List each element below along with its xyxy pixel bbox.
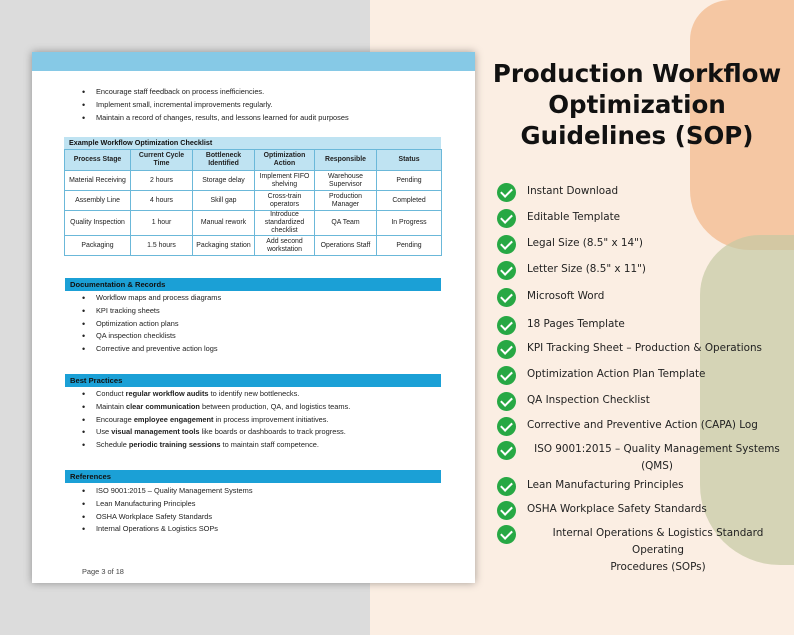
list-item: • Corrective and preventive action logs <box>82 343 221 356</box>
list-item: • Conduct regular workflow audits to identify new bottlenecks. <box>82 388 350 401</box>
product-title <box>480 58 794 151</box>
page-number: Page 3 of 18 <box>82 567 124 576</box>
list-item: • OSHA Workplace Safety Standards <box>82 511 253 524</box>
table-cell: Introduce standardized checklist <box>255 211 315 236</box>
check-icon <box>497 366 516 385</box>
list-item: • ISO 9001:2015 – Quality Management Systems <box>82 485 253 498</box>
documentation-heading: Documentation & Records <box>65 278 441 291</box>
check-icon <box>497 392 516 411</box>
table-cell: Warehouse Supervisor <box>315 171 377 191</box>
table-cell: Operations Staff <box>315 236 377 256</box>
table-cell: Pending <box>377 171 442 191</box>
feature-label: ISO 9001:2015 – Quality Management Systems (QMS) <box>534 443 780 472</box>
table-cell: Implement FIFO shelving <box>255 171 315 191</box>
check-icon <box>497 441 516 460</box>
check-icon <box>497 209 516 228</box>
list-item: • Internal Operations & Logistics SOPs <box>82 523 253 536</box>
feature-label: Corrective and Preventive Action (CAPA) Log <box>527 419 758 431</box>
table-row <box>65 191 442 211</box>
list-item: • Maintain a record of changes, results, and lessons learned for audit purposes <box>82 112 349 125</box>
workflow-checklist-table <box>64 149 442 256</box>
feature-label: 18 Pages Template <box>527 318 625 330</box>
table-cell: Add second workstation <box>255 236 315 256</box>
intro-bullet-list <box>82 86 349 124</box>
document-page-preview <box>32 52 475 583</box>
table-cell: 1.5 hours <box>131 236 193 256</box>
feature-label: Microsoft Word <box>527 290 605 302</box>
check-icon <box>497 235 516 254</box>
list-item: • Implement small, incremental improvements regularly. <box>82 99 349 112</box>
table-cell: 4 hours <box>131 191 193 211</box>
table-cell: Manual rework <box>193 211 255 236</box>
list-item: • Schedule periodic training sessions to maintain staff competence. <box>82 439 350 452</box>
table-cell: In Progress <box>377 211 442 236</box>
feature-label: QA Inspection Checklist <box>527 394 650 406</box>
check-icon <box>497 261 516 280</box>
check-icon <box>497 477 516 496</box>
column-header: Current Cycle Time <box>131 150 193 171</box>
page-header-bar <box>32 52 475 71</box>
list-item: • Maintain clear communication between production, QA, and logistics teams. <box>82 401 350 414</box>
table-cell: 1 hour <box>131 211 193 236</box>
column-header: Status <box>377 150 442 171</box>
feature-label: Internal Operations & Logistics Standard Operating Procedures (SOPs) <box>552 527 764 573</box>
list-item: • Encourage employee engagement in process improvement initiatives. <box>82 414 350 427</box>
check-icon <box>497 288 516 307</box>
table-cell: QA Team <box>315 211 377 236</box>
table-cell: Assembly Line <box>65 191 131 211</box>
column-header: Bottleneck Identified <box>193 150 255 171</box>
table-row <box>65 236 442 256</box>
table-cell: Packaging <box>65 236 131 256</box>
checklist-title: Example Workflow Optimization Checklist <box>64 137 441 149</box>
table-row <box>65 211 442 236</box>
best-practices-list <box>82 388 350 452</box>
feature-label: Letter Size (8.5" x 11") <box>527 263 646 275</box>
column-header: Process Stage <box>65 150 131 171</box>
references-list <box>82 485 253 536</box>
feature-label: OSHA Workplace Safety Standards <box>527 503 707 515</box>
feature-label: Optimization Action Plan Template <box>527 368 706 380</box>
documentation-list <box>82 292 221 356</box>
feature-label: Legal Size (8.5" x 14") <box>527 237 643 249</box>
list-item: • Optimization action plans <box>82 318 221 331</box>
feature-label: Instant Download <box>527 185 619 197</box>
list-item: • Workflow maps and process diagrams <box>82 292 221 305</box>
table-cell: Skill gap <box>193 191 255 211</box>
column-header: Optimization Action <box>255 150 315 171</box>
decorative-green-blob <box>700 235 794 565</box>
table-cell: Quality Inspection <box>65 211 131 236</box>
table-cell: Production Manager <box>315 191 377 211</box>
table-header-row <box>65 150 442 171</box>
list-item: • Encourage staff feedback on process inefficiencies. <box>82 86 349 99</box>
table-cell: Cross-train operators <box>255 191 315 211</box>
table-cell: Material Receiving <box>65 171 131 191</box>
table-row <box>65 171 442 191</box>
check-icon <box>497 417 516 436</box>
feature-label: Editable Template <box>527 211 621 223</box>
list-item: • Use visual management tools like boards or dashboards to track progress. <box>82 426 350 439</box>
table-cell: Packaging station <box>193 236 255 256</box>
list-item: • KPI tracking sheets <box>82 305 221 318</box>
column-header: Responsible <box>315 150 377 171</box>
check-icon <box>497 501 516 520</box>
feature-label: KPI Tracking Sheet – Production & Operations <box>527 342 762 354</box>
title-line: Production Workflow <box>492 59 782 88</box>
title-line: Guidelines (SOP) <box>520 121 754 150</box>
list-item: • QA inspection checklists <box>82 330 221 343</box>
feature-label: Lean Manufacturing Principles <box>527 479 684 491</box>
title-line: Optimization <box>548 90 726 119</box>
check-icon <box>497 340 516 359</box>
best-practices-heading: Best Practices <box>65 374 441 387</box>
list-item: • Lean Manufacturing Principles <box>82 498 253 511</box>
table-cell: 2 hours <box>131 171 193 191</box>
check-icon <box>497 183 516 202</box>
table-cell: Pending <box>377 236 442 256</box>
table-cell: Completed <box>377 191 442 211</box>
check-icon <box>497 525 516 544</box>
check-icon <box>497 316 516 335</box>
references-heading: References <box>65 470 441 483</box>
table-cell: Storage delay <box>193 171 255 191</box>
